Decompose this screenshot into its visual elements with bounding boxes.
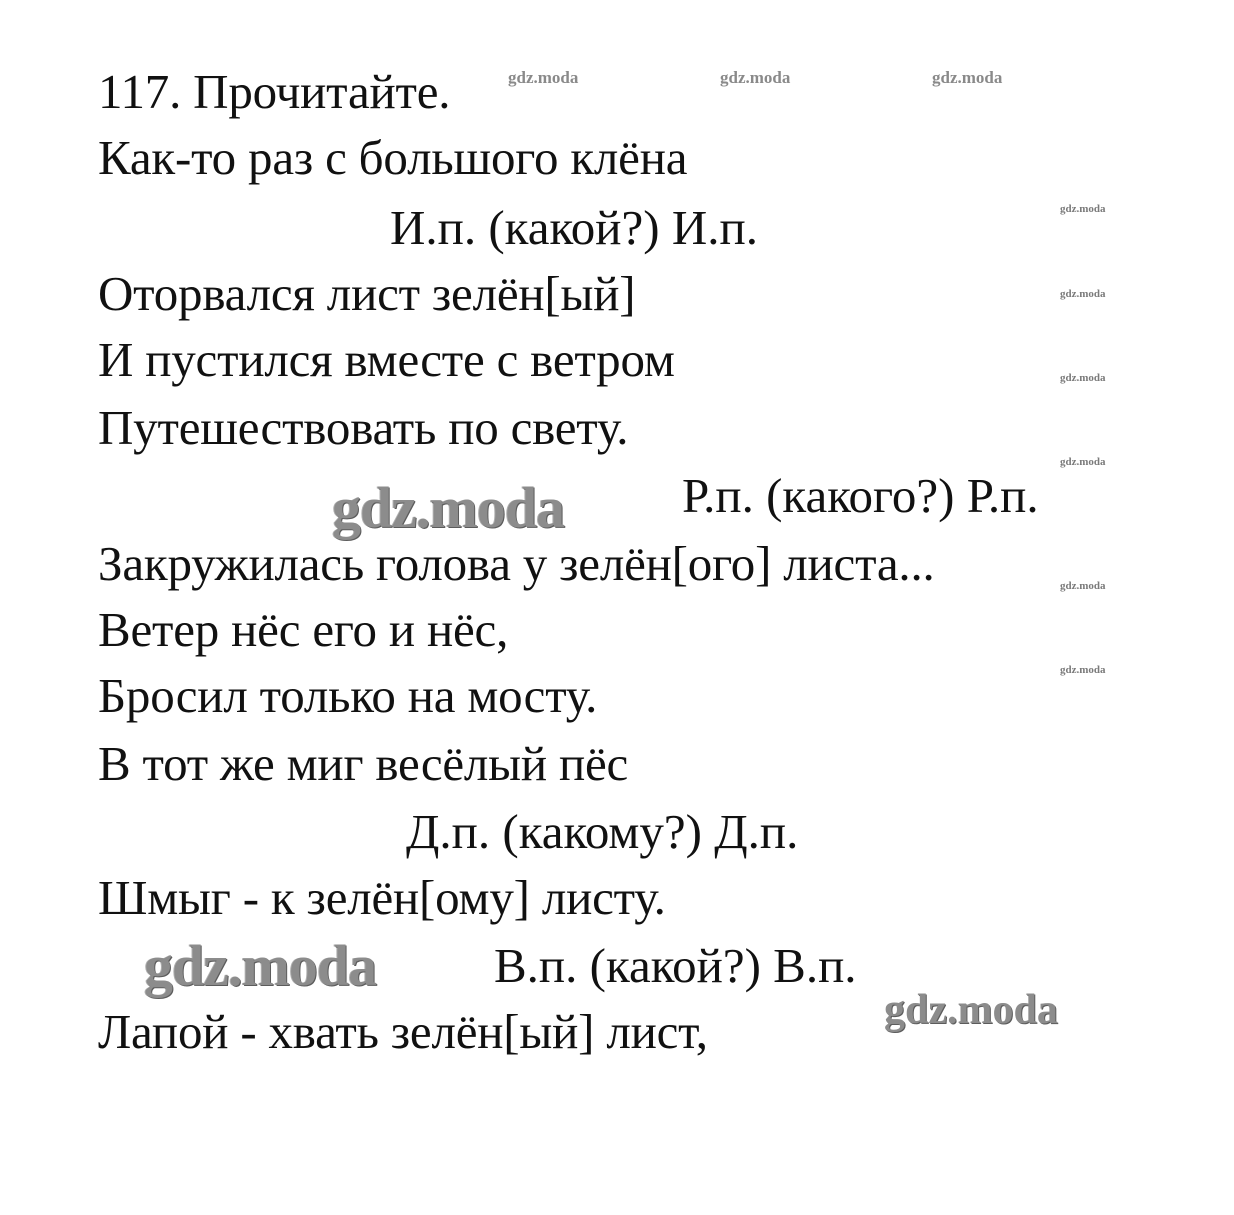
watermark: gdz.moda (932, 68, 1003, 87)
watermark: gdz.moda (332, 475, 565, 540)
watermark: gdz.moda (884, 987, 1058, 1033)
poem-line: Ветер нёс его и нёс, (98, 602, 509, 657)
case-annotation: Р.п. (какого?) Р.п. (682, 468, 1039, 523)
poem-line: Шмыг - к зелён[ому] листу. (98, 870, 666, 925)
watermark: gdz.moda (1060, 372, 1106, 384)
case-annotation: И.п. (какой?) И.п. (390, 200, 758, 255)
poem-line: Путешествовать по свету. (98, 400, 629, 455)
watermark: gdz.moda (508, 68, 579, 87)
case-annotation: Д.п. (какому?) Д.п. (406, 804, 799, 859)
watermark: gdz.moda (720, 68, 791, 87)
case-annotation: В.п. (какой?) В.п. (494, 938, 857, 993)
poem-line: Оторвался лист зелён[ый] (98, 266, 636, 321)
watermark: gdz.moda (1060, 580, 1106, 592)
exercise-heading: 117. Прочитайте. (98, 64, 451, 119)
watermark: gdz.moda (1060, 203, 1106, 215)
poem-line: Бросил только на мосту. (98, 668, 598, 723)
poem-line: Как-то раз с большого клёна (98, 130, 688, 185)
watermark: gdz.moda (1060, 456, 1106, 468)
poem-line: Лапой - хвать зелён[ый] лист, (98, 1004, 708, 1059)
poem-line: Закружилась голова у зелён[ого] листа... (98, 536, 935, 591)
watermark: gdz.moda (144, 933, 377, 998)
poem-line: И пустился вместе с ветром (98, 332, 675, 387)
watermark: gdz.moda (1060, 664, 1106, 676)
watermark: gdz.moda (1060, 288, 1106, 300)
poem-line: В тот же миг весёлый пёс (98, 736, 629, 791)
